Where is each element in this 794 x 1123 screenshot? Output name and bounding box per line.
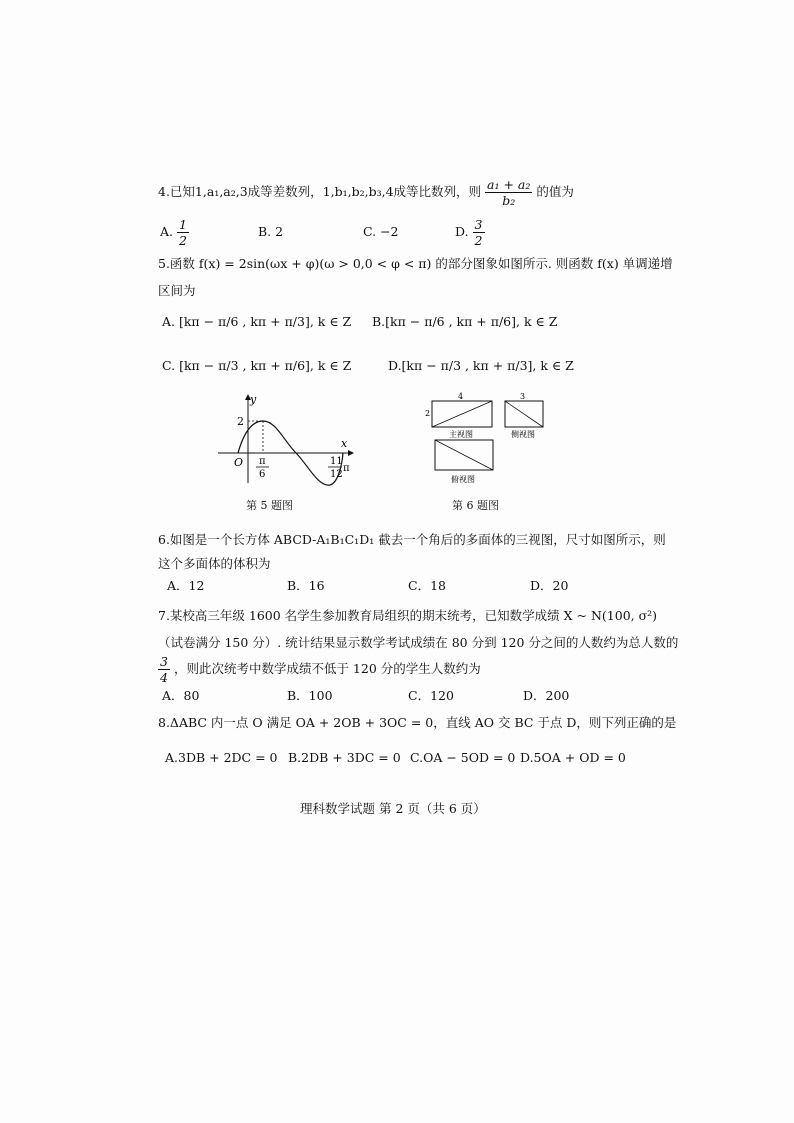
q4-option-a — [160, 218, 189, 247]
q8-option-c: C.OA − 5OD = 0 — [410, 750, 516, 765]
q7-line3-tail: ，则此次统考中数学成绩不低于 120 分的学生人数约为 — [173, 661, 481, 677]
q7-line2: （试卷满分 150 分）. 统计结果显示数学考试成绩在 80 分到 120 分之间的人数约为总人数的 — [158, 635, 679, 650]
q4-option-a-num: 1 — [179, 217, 187, 232]
q4-option-d-den: 2 — [474, 233, 483, 249]
side-view-label: 侧视图 — [511, 430, 535, 439]
q4-option-a-fraction — [177, 218, 189, 247]
x-tick2-den: 12 — [330, 469, 343, 480]
q4-option-c: C. −2 — [363, 224, 399, 239]
q5-option-d: D.[kπ − π/3 , kπ + π/3], k ∈ Z — [388, 358, 574, 373]
q6-option-c: C．18 — [408, 578, 446, 593]
q7-option-a: A．80 — [162, 688, 200, 703]
q4-option-d-label: D. — [455, 224, 469, 240]
q4-fraction — [485, 178, 532, 207]
q5-option-b: B.[kπ − π/6 , kπ + π/6], k ∈ Z — [372, 314, 558, 329]
q6-line1: 6.如图是一个长方体 ABCD-A₁B₁C₁D₁ 截去一个角后的多面体的三视图，尺寸如图所示，则 — [158, 532, 666, 547]
q7-fraction — [158, 655, 170, 684]
top-view-label: 俯视图 — [451, 475, 475, 484]
q4-frac-den: b₂ — [502, 193, 516, 209]
q4-option-d — [455, 218, 485, 247]
q6-option-b: B．16 — [287, 578, 325, 593]
q7-line3 — [158, 655, 481, 684]
q8-option-a: A.3DB + 2DC = 0 — [165, 750, 278, 765]
q7-frac-den: 4 — [160, 670, 168, 686]
q5-graph — [210, 393, 360, 488]
page-footer: 理科数学试题 第 2 页（共 6 页） — [300, 801, 486, 816]
q4-option-a-den: 2 — [179, 233, 187, 249]
y-tick-label: 2 — [237, 415, 244, 428]
q7-frac-num: 3 — [160, 654, 168, 669]
y-axis-label: y — [250, 393, 257, 406]
x-tick1-den: 6 — [259, 469, 266, 480]
q6-option-a: A．12 — [167, 578, 205, 593]
q5-option-c: C. [kπ − π/3 , kπ + π/6], k ∈ Z — [162, 358, 352, 373]
side-view-top-dim: 3 — [520, 392, 526, 401]
q7-line1: 7.某校高三年级 1600 名学生参加教育局组织的期末统考，已知数学成绩 X ~ N(100, σ²) — [158, 608, 658, 623]
q4-frac-num: a₁ + a₂ — [487, 177, 531, 192]
x-axis-arrow-icon — [348, 450, 354, 456]
q7-option-d: D．200 — [523, 688, 570, 703]
x-tick2-suffix: π — [343, 463, 350, 474]
x-tick1-num: π — [259, 456, 266, 467]
q6-caption: 第 6 题图 — [452, 499, 499, 512]
front-view-top-dim: 4 — [458, 392, 464, 401]
q4-option-d-fraction — [473, 218, 485, 247]
q5-line1: 5.函数 f(x) = 2sin(ωx + φ)(ω > 0,0 < φ < π) 的部分图象如图所示. 则函数 f(x) 单调递增 — [158, 256, 673, 271]
q4-stem — [158, 178, 574, 207]
q4-option-a-label: A. — [160, 224, 174, 240]
q7-option-c: C．120 — [408, 688, 454, 703]
x-axis-label: x — [341, 437, 348, 450]
q5-option-a: A. [kπ − π/6 , kπ + π/3], k ∈ Z — [162, 314, 352, 329]
front-view-diagonal — [432, 401, 492, 427]
q8-option-b: B.2DB + 3DC = 0 — [288, 750, 401, 765]
side-view-diagonal — [505, 401, 543, 427]
q5-line2: 区间为 — [158, 283, 196, 298]
q4-stem-text: 4.已知1,a₁,a₂,3成等差数列，1,b₁,b₂,b₃,4成等比数列，则 — [158, 184, 482, 200]
q8-option-d: D.5OA + OD = 0 — [520, 750, 626, 765]
q6-line2: 这个多面体的体积为 — [158, 556, 271, 571]
q4-tail: 的值为 — [536, 184, 574, 200]
q5-caption: 第 5 题图 — [246, 499, 293, 512]
q4-option-d-num: 3 — [474, 217, 483, 232]
origin-label: O — [234, 456, 244, 469]
q8-line1: 8.ΔABC 内一点 O 满足 OA + 2OB + 3OC = 0，直线 AO 交 BC 于点 D，则下列正确的是 — [158, 715, 677, 730]
front-view-label: 主视图 — [449, 430, 473, 439]
q6-three-views — [420, 392, 555, 487]
q6-option-d: D．20 — [530, 578, 569, 593]
x-tick2-num: 11 — [330, 456, 343, 467]
q7-option-b: B．100 — [287, 688, 333, 703]
top-view-diagonal — [435, 440, 493, 470]
q4-option-b: B. 2 — [258, 224, 284, 239]
front-view-left-dim: 2 — [425, 409, 431, 418]
